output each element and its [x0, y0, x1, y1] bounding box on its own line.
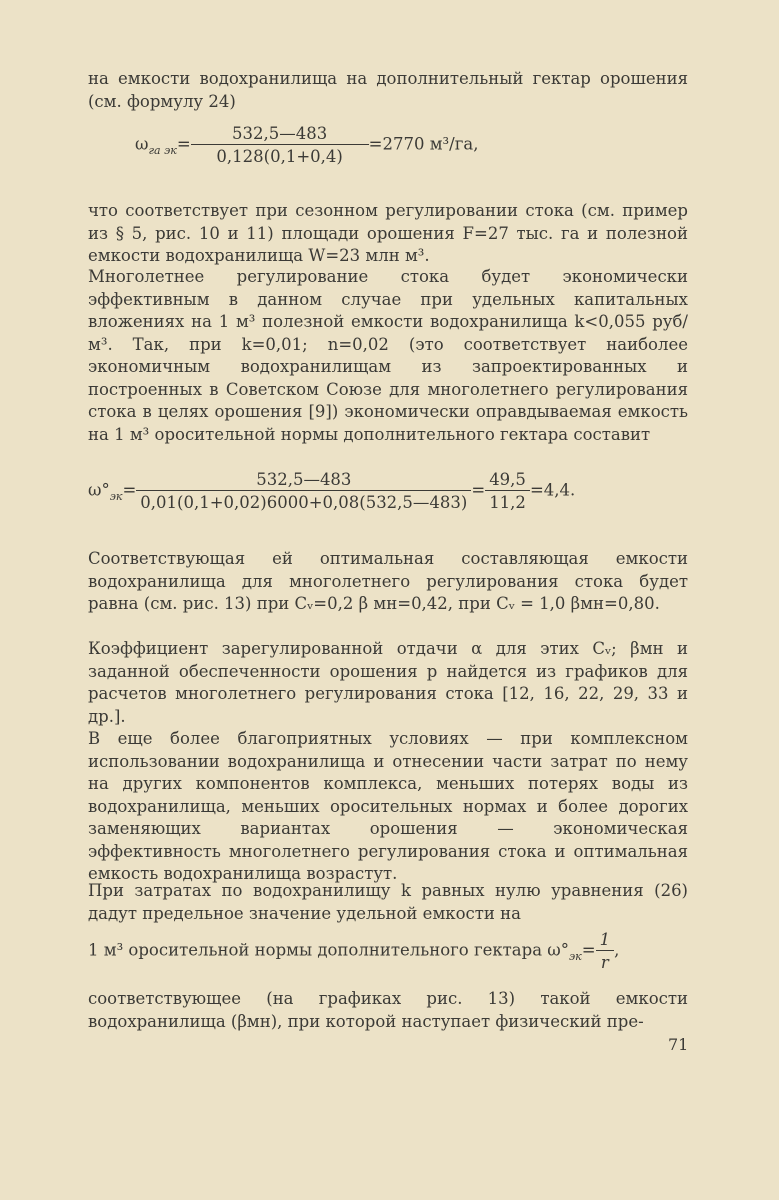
- formula-omega-ga: $\omega_{га эк}=$ $\frac{532,5—483}{0,128(0,1+0,4)}$ =2770 м³/га,: [135, 124, 479, 166]
- paragraph-optimal: Соответствующая ей оптимальная составляющая емкости водохранилища для многолетнего регулирования стока будет равна (см. рис. 13) при Cᵥ=0,2 β мн=0,42, при Cᵥ = 1,0 βмн=0,80.: [88, 549, 688, 613]
- formula-limit: 1 м³ оросительной нормы дополнительного гектара $\omega^\circ_{эк}=$ $\frac{1}{r}$ ,: [88, 930, 620, 972]
- paragraph-zero-cost: При затратах по водохранилищу k равных нулю уравнения (26) дадут предельное значение удельной емкости на: [88, 881, 688, 923]
- paragraph-intro: на емкости водохранилища на дополнительный гектар орошения (см. формулу 24): [88, 69, 688, 111]
- paragraph-corresponding: соответствующее (на графиках рис. 13) такой емкости водохранилища (βмн), при которой наступает физический пре-: [88, 989, 688, 1031]
- paragraph-favorable: В еще более благоприятных условиях — при комплексном использовании водохранилища и отнесении части затрат по нему на других компонентов комплекса, меньших потерях воды из водохранилища, меньших оросительных нормах и более дорогих заменяющих вариантах орошения — экономическая эффективность многолетнего регулирования стока и оптимальная емкость водохранилища возрастут.: [88, 729, 688, 883]
- page-number: 71: [668, 1035, 689, 1054]
- formula-omega-ek: $\omega^\circ_{эк}=$ $\frac{532,5—483}{0,01(0,1+0,02)6000+0,08(532,5—483)}$ = $\frac{49,5}{11,2}$ =4,4.: [88, 470, 576, 512]
- paragraph-multiyear: Многолетнее регулирование стока будет экономически эффективным в данном случае при удельных капитальных вложениях на 1 м³ полезной емкости водохранилища k<0,055 руб/м³. Так, при k=0,01; n=0,02 (это соответствует наиболее экономичным водохранилищам из запроектированных и построенных в Советском Союзе для многолетнего регулирования стока в целях орошения [9]) экономически оправдываемая емкость на 1 м³ оросительной нормы дополнительного гектара составит: [88, 267, 688, 444]
- paragraph-coefficient: Коэффициент зарегулированной отдачи α для этих Cᵥ; βмн и заданной обеспеченности орошения p найдется из графиков для расчетов многолетнего регулирования стока [12, 16, 22, 29, 33 и др.].: [88, 639, 688, 726]
- paragraph-seasonal: что соответствует при сезонном регулировании стока (см. пример из § 5, рис. 10 и 11) площади орошения F=27 тыс. га и полезной емкости водохранилища W=23 млн м³.: [88, 201, 688, 265]
